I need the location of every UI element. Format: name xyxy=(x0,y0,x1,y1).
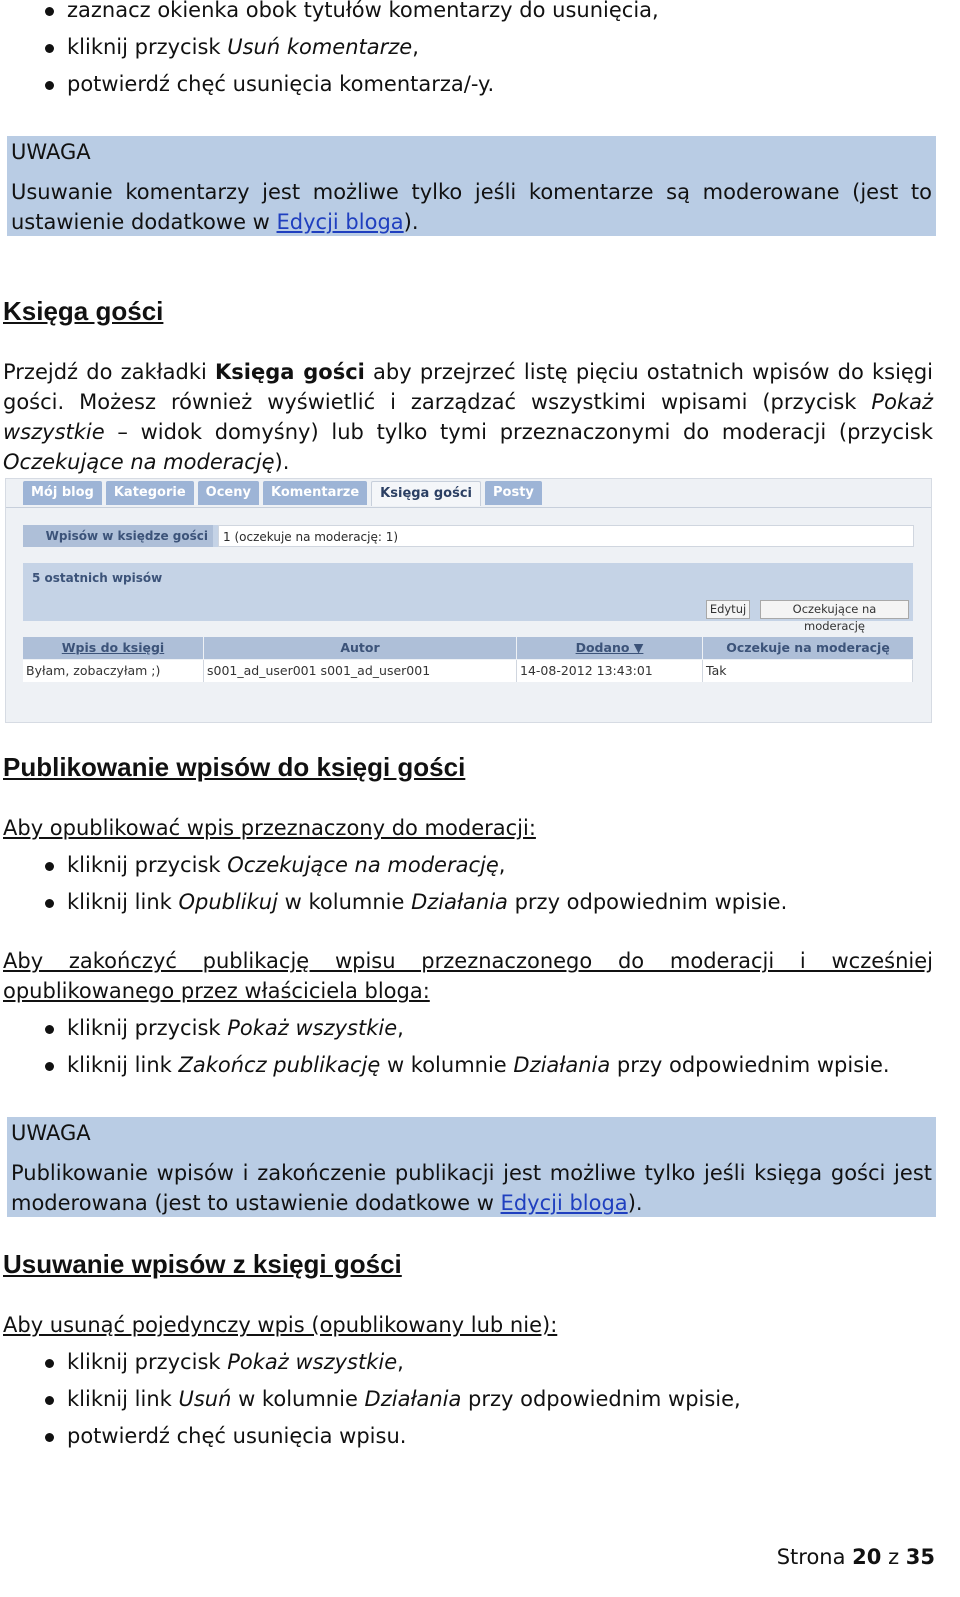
edycja-bloga-link[interactable]: Edycji bloga xyxy=(276,210,404,234)
list-item xyxy=(0,1381,741,1418)
item-emphasis: Działania xyxy=(513,1053,611,1077)
delete-lead: Aby usunąć pojedynczy wpis (opublikowany lub nie): xyxy=(3,1313,558,1337)
edit-button[interactable]: Edytuj xyxy=(706,600,750,619)
note-title: UWAGA xyxy=(11,140,91,164)
list-item xyxy=(0,29,659,66)
publish-list-1 xyxy=(0,847,787,921)
tab-moj-blog[interactable]: Mój blog xyxy=(23,481,102,505)
para-bold: Księga gości xyxy=(215,360,365,384)
count-label: Wpisów w księdze gości xyxy=(23,525,213,547)
cell-pending: Tak xyxy=(703,660,913,682)
item-emphasis: Usuń xyxy=(178,1387,232,1411)
note-body: Usuwanie komentarzy jest możliwe tylko jeśli komentarze są moderowane (jest to ustawienie dodatkowe w xyxy=(11,180,932,234)
item-text: , xyxy=(397,1016,404,1040)
cell-entry: Byłam, zobaczyłam ;) xyxy=(23,660,204,682)
tabs-divider xyxy=(6,507,931,508)
pending-moderation-button[interactable]: Oczekujące na moderację xyxy=(760,600,909,619)
item-text: w kolumnie xyxy=(231,1387,365,1411)
para-text: ). xyxy=(274,450,290,474)
delete-list xyxy=(0,1344,741,1455)
guestbook-heading: Księga gości xyxy=(3,296,164,326)
delete-heading: Usuwanie wpisów z księgi gości xyxy=(3,1249,402,1279)
list-item xyxy=(0,1344,741,1381)
para-emphasis: Pokaż wszystkie xyxy=(3,390,933,444)
item-text: przy odpowiednim wpisie, xyxy=(461,1387,741,1411)
note-text xyxy=(11,177,932,237)
para-text: aby przejrzeć listę pięciu ostatnich wpisów do księgi gości. Możesz również wyświetlić i zarządzać wszystkimi wpisami (przycisk xyxy=(3,360,933,414)
note-box xyxy=(7,136,936,236)
item-text: przy odpowiednim wpisie. xyxy=(507,890,788,914)
item-text: , xyxy=(498,853,506,877)
tab-ksiega-gosci[interactable]: Księga gości xyxy=(371,481,481,506)
note-body: Publikowanie wpisów i zakończenie publikacji jest możliwe tylko jeśli księga gości jest moderowana (jest to ustawienie dodatkowe w xyxy=(11,1161,932,1215)
tab-oceny[interactable]: Oceny xyxy=(198,481,259,505)
item-text: potwierdź chęć usunięcia wpisu. xyxy=(67,1424,407,1448)
edycja-bloga-link[interactable]: Edycji bloga xyxy=(500,1191,628,1215)
item-text: kliknij przycisk xyxy=(67,1350,228,1374)
item-text: kliknij przycisk xyxy=(67,1016,228,1040)
list-item xyxy=(0,1010,890,1047)
footer-prefix: Strona xyxy=(776,1545,853,1569)
note-text xyxy=(11,1158,932,1218)
item-emphasis: Działania xyxy=(364,1387,462,1411)
item-emphasis: Zakończ publikację xyxy=(178,1053,381,1077)
item-text: kliknij link xyxy=(67,1053,179,1077)
intro-list xyxy=(0,0,659,103)
publish-list-2 xyxy=(0,1010,890,1084)
para-text: Przejdź do zakładki xyxy=(3,360,216,384)
column-header-added[interactable]: Dodano ▼ xyxy=(517,637,702,659)
column-header-entry[interactable]: Wpis do księgi xyxy=(23,637,203,659)
item-text: przy odpowiednim wpisie. xyxy=(610,1053,890,1077)
column-header-author: Autor xyxy=(204,637,516,659)
item-text: w kolumnie xyxy=(277,890,412,914)
item-text: zaznacz okienka obok tytułów komentarzy do usunięcia, xyxy=(67,0,659,22)
item-text: , xyxy=(397,1350,404,1374)
guestbook-paragraph xyxy=(3,357,933,477)
footer-sep: z xyxy=(881,1545,906,1569)
item-text: potwierdź chęć usunięcia komentarza/-y. xyxy=(67,72,495,96)
page-footer xyxy=(777,1545,935,1569)
tab-posty[interactable]: Posty xyxy=(485,481,542,505)
item-text: kliknij link xyxy=(67,890,179,914)
item-emphasis: Opublikuj xyxy=(178,890,278,914)
note-after: ). xyxy=(627,1191,643,1215)
list-item xyxy=(0,884,787,921)
admin-tabs xyxy=(23,481,546,509)
column-header-pending: Oczekuje na moderację xyxy=(703,637,913,659)
item-emphasis: Pokaż wszystkie xyxy=(227,1016,398,1040)
publish-lead-2: Aby zakończyć publikację wpisu przeznaczonego do moderacji i wcześniej opublikowanego przez właściciela bloga: xyxy=(3,949,933,1003)
publish-heading: Publikowanie wpisów do księgi gości xyxy=(3,752,466,782)
note-after: ). xyxy=(403,210,419,234)
list-item xyxy=(0,66,659,103)
item-text: kliknij przycisk xyxy=(67,35,228,59)
cell-added: 14-08-2012 13:43:01 xyxy=(517,660,703,682)
list-item xyxy=(0,0,659,29)
item-emphasis: Usuń komentarze xyxy=(227,35,413,59)
note-title: UWAGA xyxy=(11,1121,91,1145)
para-text: – widok domyśny) lub tylko tymi przeznaczonymi do moderacji (przycisk xyxy=(104,420,933,444)
list-item xyxy=(0,1418,741,1455)
item-text: kliknij link xyxy=(67,1387,179,1411)
item-emphasis: Działania xyxy=(411,890,508,914)
tab-komentarze[interactable]: Komentarze xyxy=(263,481,367,505)
tab-kategorie[interactable]: Kategorie xyxy=(106,481,194,505)
item-emphasis: Pokaż wszystkie xyxy=(227,1350,398,1374)
list-item xyxy=(0,1047,890,1084)
item-text: w kolumnie xyxy=(380,1053,514,1077)
item-emphasis: Oczekujące na moderację xyxy=(227,853,499,877)
page-number: 20 xyxy=(852,1545,882,1569)
cell-author: s001_ad_user001 s001_ad_user001 xyxy=(204,660,517,682)
publish-lead-1: Aby opublikować wpis przeznaczony do moderacji: xyxy=(3,816,536,840)
note-box xyxy=(7,1117,936,1217)
page-total: 35 xyxy=(905,1545,935,1569)
guestbook-admin-screenshot xyxy=(5,478,932,723)
item-text: kliknij przycisk xyxy=(67,853,228,877)
para-emphasis: Oczekujące na moderację xyxy=(3,450,275,474)
list-item xyxy=(0,847,787,884)
item-text: , xyxy=(412,35,419,59)
recent-entries-header: 5 ostatnich wpisów xyxy=(23,563,913,593)
count-value: 1 (oczekuje na moderację: 1) xyxy=(218,525,914,547)
